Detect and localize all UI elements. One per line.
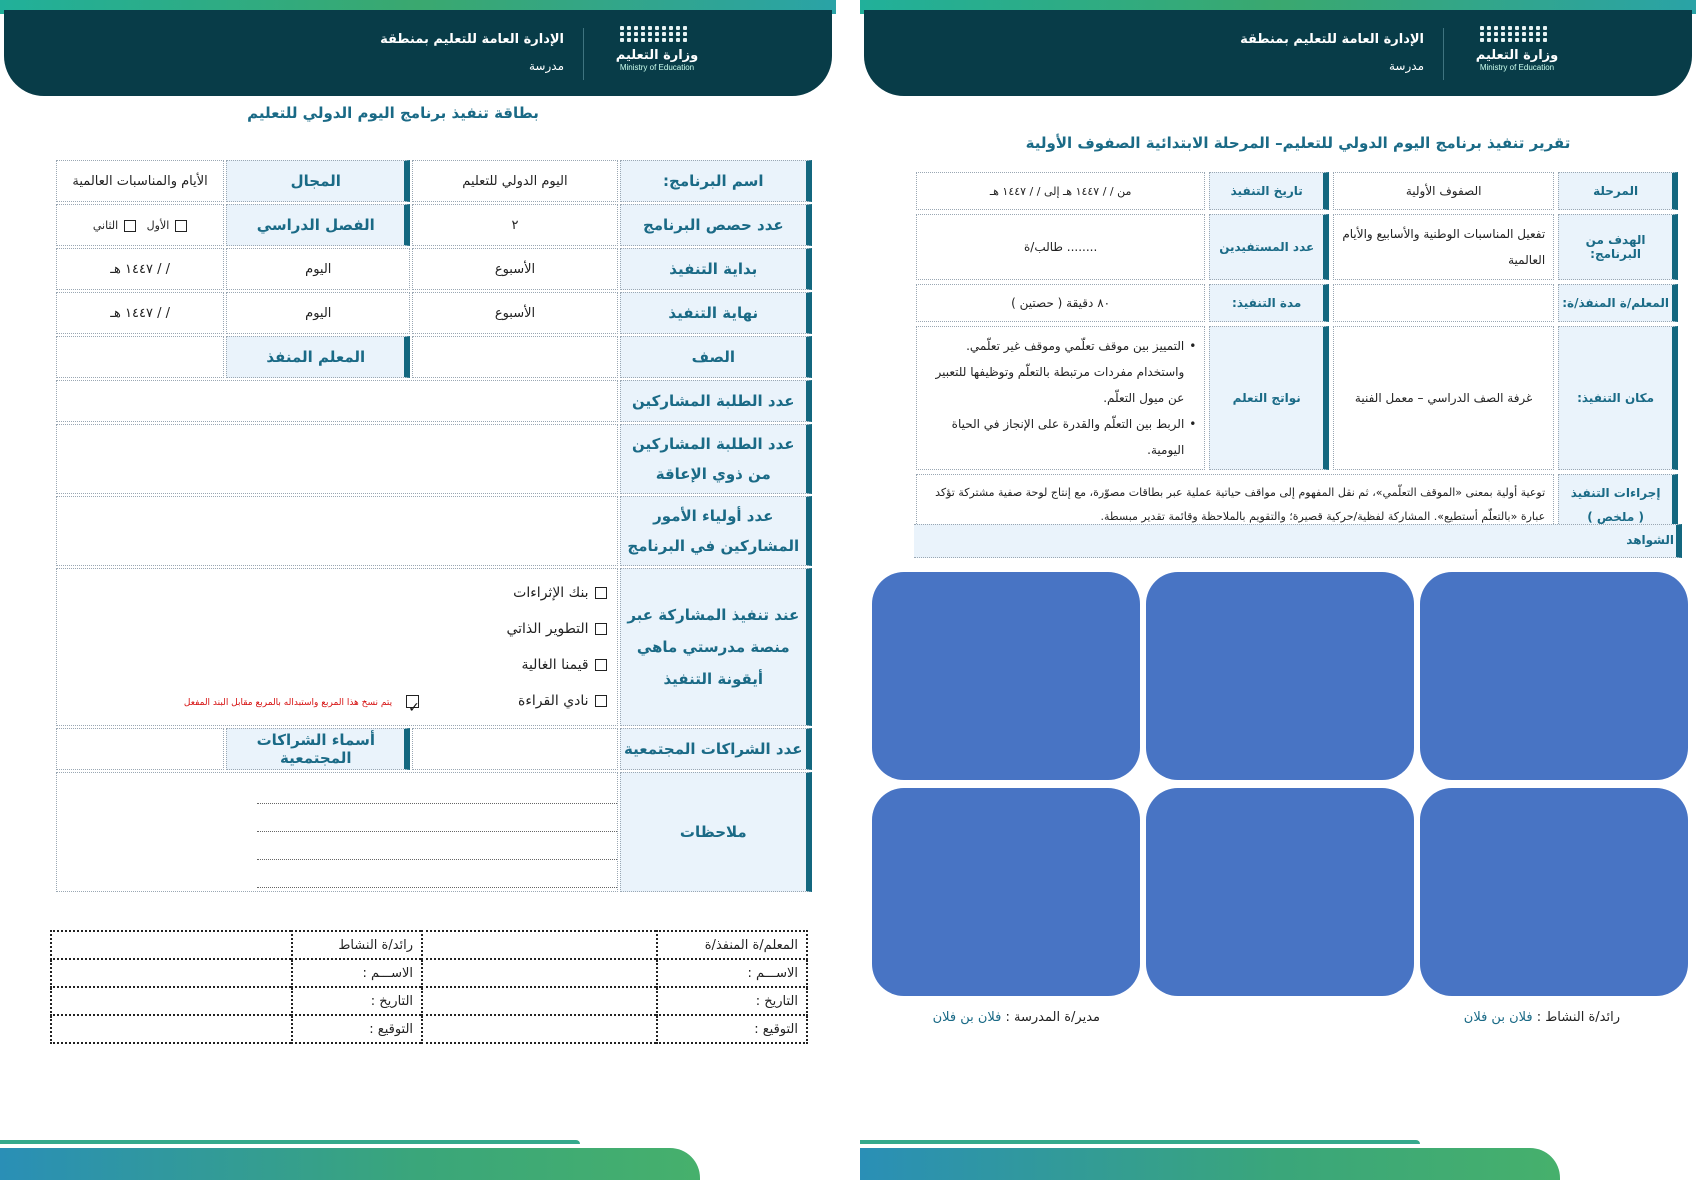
row-sessions — [56, 204, 812, 246]
label-beneficiaries: عدد المستفيدين — [1209, 214, 1329, 280]
option-enrichment — [67, 575, 607, 611]
label-notes: ملاحظات — [620, 772, 812, 892]
value-partners-names[interactable] — [56, 728, 224, 770]
start-week[interactable]: الأسبوع — [412, 248, 617, 290]
option-values — [67, 647, 607, 683]
principal-label: مدير/ة المدرسة : — [1005, 1010, 1100, 1025]
end-day[interactable]: اليوم — [226, 292, 410, 334]
row-disabled — [56, 424, 812, 494]
value-teacher[interactable] — [56, 336, 224, 378]
header-text — [1240, 32, 1424, 73]
label-sessions: عدد حصص البرنامج — [620, 204, 812, 246]
checked-box-icon[interactable] — [406, 695, 419, 708]
value-date[interactable]: من / / ١٤٤٧ هـ إلى / / ١٤٤٧ هـ — [916, 172, 1205, 210]
label-program-name: اسم البرنامج: — [620, 160, 812, 202]
sig-sign-label-2: التوقيع : — [292, 1015, 422, 1043]
value-semester[interactable] — [56, 204, 224, 246]
row-start — [56, 248, 812, 290]
evidence-photo-2[interactable] — [1146, 572, 1414, 780]
header-region: الإدارة العامة للتعليم بمنطقة — [380, 32, 564, 47]
leader-label: رائد/ة النشاط : — [1536, 1010, 1620, 1025]
label-partners-count: عدد الشراكات المجتمعية — [620, 728, 812, 770]
semester-second-label: الثاني — [92, 218, 119, 232]
value-place[interactable]: غرفة الصف الدراسي – معمل الفنية — [1333, 326, 1554, 470]
evidence-photo-3[interactable] — [872, 572, 1140, 780]
evidence-photo-6[interactable] — [872, 788, 1140, 996]
report-table — [912, 168, 1682, 540]
evidence-photo-1[interactable] — [1420, 572, 1688, 780]
option-reading — [67, 683, 607, 719]
footer-band-wide — [860, 1148, 1560, 1180]
label-end: نهاية التنفيذ — [620, 292, 812, 334]
label-parents: عدد أولياء الأمور المشاركين في البرنامج — [620, 496, 812, 566]
footer-band-thin — [860, 1140, 1420, 1144]
value-teacher[interactable] — [1333, 284, 1554, 322]
value-program-name[interactable]: اليوم الدولي للتعليم — [412, 160, 617, 202]
value-procedures[interactable]: توعية أولية بمعنى «الموقف التعلّمي»، ثم نقل المفهوم إلى مواقف حياتية عملية عبر بطاقات مصوّرة، مع إنتاج لوحة صفية مشتركة تؤكد عبارة «بالتعلّم أستطيع». المشاركة لفظية/حركية قصيرة؛ والتقويم بالملاحظة وقائمة تقدير مبسطة. — [916, 474, 1554, 536]
logo-arabic: وزارة التعليم — [615, 48, 699, 63]
page-footer — [0, 1120, 836, 1180]
value-goal[interactable]: تفعيل المناسبات الوطنية والأسابيع والأيام العالمية — [1333, 214, 1554, 280]
logo-arabic: وزارة التعليم — [1475, 48, 1559, 63]
start-day[interactable]: اليوم — [226, 248, 410, 290]
label-date: تاريخ التنفيذ — [1209, 172, 1329, 210]
label-start: بداية التنفيذ — [620, 248, 812, 290]
sig-date-label-2: التاريخ : — [292, 987, 422, 1015]
leader-name: فلان بن فلان — [1463, 1010, 1533, 1025]
principal-name: فلان بن فلان — [932, 1010, 1002, 1025]
label-disabled: عدد الطلبة المشاركين من ذوي الإعاقة — [620, 424, 812, 494]
start-date[interactable]: / / ١٤٤٧ هـ — [56, 248, 224, 290]
sig-name-value-2[interactable] — [51, 959, 292, 987]
sig-name-label-1: الاســـم : — [657, 959, 807, 987]
header-text — [380, 32, 564, 73]
row-parents — [56, 496, 812, 566]
value-parents[interactable] — [56, 496, 618, 566]
sig-teacher-label: المعلم/ة المنفذ/ة — [657, 931, 807, 959]
sig-date-value-2[interactable] — [51, 987, 292, 1015]
value-notes[interactable] — [56, 772, 618, 892]
end-date[interactable]: / / ١٤٤٧ هـ — [56, 292, 224, 334]
report-title: تقرير تنفيذ برنامج اليوم الدولي للتعليم– المرحلة الابتدائية الصفوف الأولية — [1025, 134, 1571, 152]
option-enrichment-checkbox[interactable] — [595, 587, 607, 599]
label-duration: مدة التنفيذ: — [1209, 284, 1329, 322]
label-semester: الفصل الدراسي — [226, 204, 410, 246]
value-disabled[interactable] — [56, 424, 618, 494]
end-week[interactable]: الأسبوع — [412, 292, 617, 334]
evidence-header — [914, 524, 1682, 558]
label-stage: المرحلة — [1558, 172, 1678, 210]
row-program-name — [56, 160, 812, 202]
leader-signature — [1464, 1010, 1620, 1025]
header-divider — [583, 28, 584, 80]
option-values-checkbox[interactable] — [595, 659, 607, 671]
page-header — [4, 10, 832, 96]
value-stage[interactable]: الصفوف الأولية — [1333, 172, 1554, 210]
row-notes — [56, 772, 812, 892]
sig-date-label-1: التاريخ : — [657, 987, 807, 1015]
page-header — [864, 10, 1692, 96]
row-class — [56, 336, 812, 378]
row-platform — [56, 568, 812, 726]
sig-name-value-1[interactable] — [422, 959, 657, 987]
page-title: بطاقة تنفيذ برنامج اليوم الدولي للتعليم — [247, 104, 539, 122]
footer-band-wide — [0, 1148, 700, 1180]
option-reading-label: نادي القراءة — [518, 693, 589, 709]
value-beneficiaries[interactable]: ........ طالب/ة — [916, 214, 1205, 280]
label-students: عدد الطلبة المشاركين — [620, 380, 812, 422]
label-partners-names: أسماء الشراكات المجتمعية — [226, 728, 410, 770]
label-teacher: المعلم المنفذ — [226, 336, 410, 378]
label-teacher: المعلم/ة المنفذ/ة: — [1558, 284, 1678, 322]
value-field[interactable]: الأيام والمناسبات العالمية — [56, 160, 224, 202]
signature-table — [50, 930, 808, 1044]
outcome-item-1: • التمييز بين موقف تعلّمي وموقف غير تعلّمي. واستخدام مفردات مرتبطة بالتعلّم وتوظيفها للتعبير عن ميول التعلّم. — [925, 333, 1196, 411]
label-procedures-sub: ( ملخص ) — [1587, 510, 1644, 524]
program-form — [54, 158, 814, 894]
option-enrichment-label: بنك الإثراءات — [513, 585, 589, 601]
sig-sign-label-1: التوقيع : — [657, 1015, 807, 1043]
row-partners — [56, 728, 812, 770]
sig-date-value-1[interactable] — [422, 987, 657, 1015]
header-school: مدرسة — [528, 59, 564, 73]
principal-signature — [933, 1010, 1100, 1025]
option-self-dev-checkbox[interactable] — [595, 623, 607, 635]
logo-english: Ministry of Education — [1479, 63, 1555, 72]
value-duration[interactable]: ٨٠ دقيقة ( حصتين ) — [916, 284, 1205, 322]
value-outcomes[interactable] — [916, 326, 1205, 470]
value-class[interactable] — [412, 336, 617, 378]
semester-second-checkbox[interactable] — [124, 220, 136, 232]
footer-band-thin — [0, 1140, 580, 1144]
program-card-page — [0, 0, 836, 1180]
row-end — [56, 292, 812, 334]
sig-sign-value-2[interactable] — [51, 1015, 292, 1043]
option-values-label: قيمنا الغالية — [521, 657, 589, 673]
logo-english: Ministry of Education — [619, 63, 695, 72]
logo-dots-icon — [1480, 26, 1562, 42]
value-students[interactable] — [56, 380, 618, 422]
row-students — [56, 380, 812, 422]
ministry-logo — [1472, 26, 1562, 84]
label-place: مكان التنفيذ: — [1558, 326, 1678, 470]
outcome-item-2: • الربط بين التعلّم والقدرة على الإنجاز في الحياة اليومية. — [925, 411, 1196, 463]
semester-first-checkbox[interactable] — [175, 220, 187, 232]
option-self-dev — [67, 611, 607, 647]
semester-first-label: الأول — [146, 218, 170, 232]
label-class: الصف — [620, 336, 812, 378]
platform-note: يتم نسخ هذا المربع واستبداله بالمربع مقابل البند المفعل — [183, 698, 393, 708]
program-report-page — [860, 0, 1696, 1180]
logo-dots-icon — [620, 26, 702, 42]
option-reading-checkbox[interactable] — [595, 695, 607, 707]
sig-name-label-2: الاســـم : — [292, 959, 422, 987]
sig-sign-value-1[interactable] — [422, 1015, 657, 1043]
platform-options — [56, 568, 618, 726]
label-field: المجال — [226, 160, 410, 202]
header-school: مدرسة — [1388, 59, 1424, 73]
label-platform: عند تنفيذ المشاركة عبر منصة مدرستي ماهي أيقونة التنفيذ — [620, 568, 812, 726]
evidence-photo-5[interactable] — [1146, 788, 1414, 996]
evidence-label: الشواهد — [1626, 533, 1674, 547]
option-self-dev-label: التطوير الذاتي — [506, 621, 589, 637]
sig-teacher-value[interactable] — [422, 931, 657, 959]
ministry-logo — [612, 26, 702, 84]
label-goal: الهدف من البرنامج: — [1558, 214, 1678, 280]
value-sessions[interactable]: ٢ — [412, 204, 617, 246]
header-divider — [1443, 28, 1444, 80]
page-footer — [860, 1120, 1696, 1180]
sig-leader-label: رائد/ة النشاط — [292, 931, 422, 959]
label-procedures-main: إجراءات التنفيذ — [1570, 486, 1661, 500]
evidence-photo-4[interactable] — [1420, 788, 1688, 996]
label-outcomes: نواتج التعلم — [1209, 326, 1329, 470]
header-region: الإدارة العامة للتعليم بمنطقة — [1240, 32, 1424, 47]
value-partners-count[interactable] — [412, 728, 617, 770]
sig-leader-value[interactable] — [51, 931, 292, 959]
